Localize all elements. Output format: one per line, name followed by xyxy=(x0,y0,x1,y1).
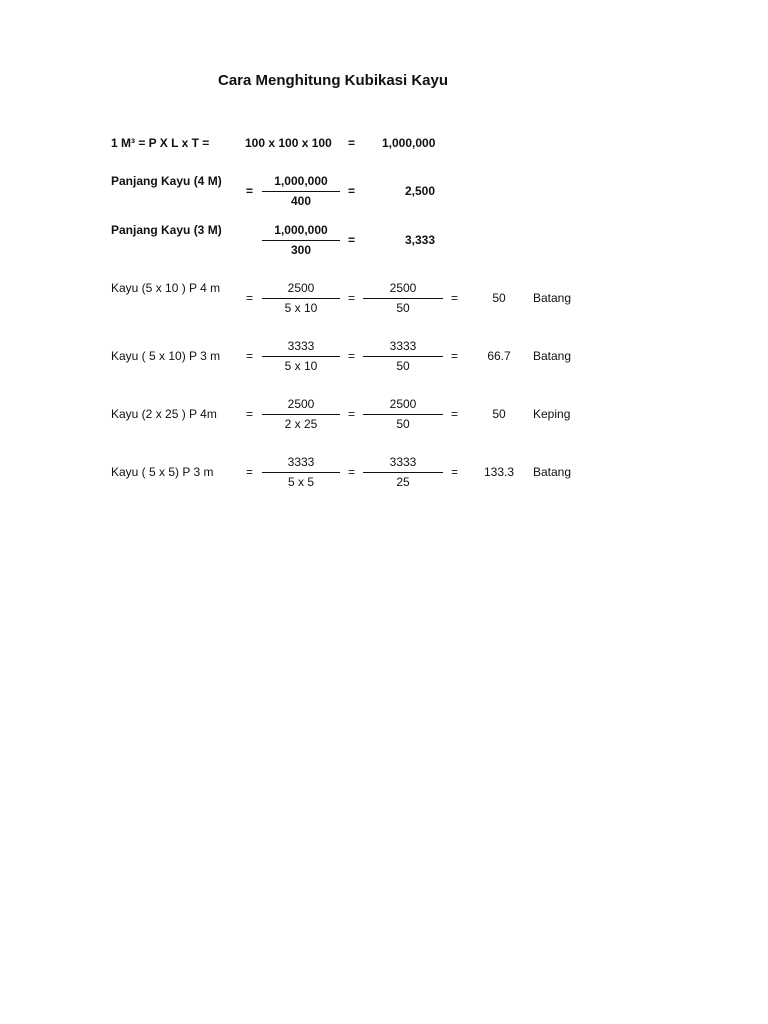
kayu-label: Kayu (5 x 10 ) P 4 m xyxy=(111,281,221,295)
fraction-bar xyxy=(363,298,443,299)
panjang-result: 3,333 xyxy=(405,233,436,247)
equals-sign: = xyxy=(348,291,356,305)
denominator: 5 x 5 xyxy=(287,475,314,489)
numerator: 3333 xyxy=(287,339,315,353)
equals-sign: = xyxy=(348,184,356,198)
denominator: 5 x 10 xyxy=(284,359,318,373)
formula-label: 1 M³ = P X L x T = xyxy=(111,136,210,150)
fraction xyxy=(262,174,340,210)
fraction xyxy=(262,223,340,259)
denominator: 50 xyxy=(396,301,410,315)
equals-sign: = xyxy=(246,407,254,421)
fraction xyxy=(363,339,443,375)
equals-sign: = xyxy=(451,465,459,479)
kayu-unit: Keping xyxy=(533,407,571,421)
fraction xyxy=(262,281,340,317)
kayu-result: 66.7 xyxy=(487,349,511,363)
kayu-result: 133.3 xyxy=(483,465,515,479)
equals-sign: = xyxy=(246,349,254,363)
fraction xyxy=(363,397,443,433)
denominator: 50 xyxy=(396,359,410,373)
denominator: 5 x 10 xyxy=(284,301,318,315)
panjang-label: Panjang Kayu (3 M) xyxy=(111,223,222,237)
numerator: 1,000,000 xyxy=(274,223,328,237)
fraction-bar xyxy=(363,414,443,415)
formula-expression: 100 x 100 x 100 xyxy=(245,136,332,150)
kayu-result: 50 xyxy=(492,291,506,305)
fraction xyxy=(262,339,340,375)
kayu-unit: Batang xyxy=(533,291,572,305)
fraction-bar xyxy=(363,472,443,473)
denominator: 50 xyxy=(396,417,410,431)
fraction-bar xyxy=(262,414,340,415)
equals-sign: = xyxy=(348,233,356,247)
kayu-result: 50 xyxy=(492,407,506,421)
kayu-unit: Batang xyxy=(533,465,572,479)
kayu-unit: Batang xyxy=(533,349,572,363)
equals-sign: = xyxy=(451,291,459,305)
fraction-bar xyxy=(262,472,340,473)
fraction xyxy=(363,281,443,317)
denominator: 400 xyxy=(290,194,312,208)
equals-sign: = xyxy=(246,465,254,479)
page-title: Cara Menghitung Kubikasi Kayu xyxy=(218,72,449,89)
numerator: 2500 xyxy=(389,281,417,295)
numerator: 3333 xyxy=(287,455,315,469)
numerator: 3333 xyxy=(389,339,417,353)
equals-sign: = xyxy=(246,184,254,198)
numerator: 2500 xyxy=(389,397,417,411)
equals-sign: = xyxy=(246,291,254,305)
numerator: 3333 xyxy=(389,455,417,469)
fraction-bar xyxy=(363,356,443,357)
denominator: 300 xyxy=(290,243,312,257)
denominator: 2 x 25 xyxy=(284,417,318,431)
numerator: 1,000,000 xyxy=(274,174,328,188)
panjang-result: 2,500 xyxy=(405,184,436,198)
fraction-bar xyxy=(262,356,340,357)
numerator: 2500 xyxy=(287,397,315,411)
equals-sign: = xyxy=(451,349,459,363)
formula-result: 1,000,000 xyxy=(382,136,436,150)
equals-sign: = xyxy=(348,407,356,421)
equals-sign: = xyxy=(348,349,356,363)
equals-sign: = xyxy=(451,407,459,421)
fraction xyxy=(262,455,340,491)
fraction-bar xyxy=(262,191,340,192)
fraction-bar xyxy=(262,298,340,299)
fraction xyxy=(363,455,443,491)
kayu-label: Kayu (2 x 25 ) P 4m xyxy=(111,407,217,421)
fraction xyxy=(262,397,340,433)
numerator: 2500 xyxy=(287,281,315,295)
equals-sign: = xyxy=(348,136,356,150)
kayu-label: Kayu ( 5 x 10) P 3 m xyxy=(111,349,221,363)
panjang-label: Panjang Kayu (4 M) xyxy=(111,174,222,188)
kayu-label: Kayu ( 5 x 5) P 3 m xyxy=(111,465,214,479)
fraction-bar xyxy=(262,240,340,241)
denominator: 25 xyxy=(396,475,410,489)
equals-sign: = xyxy=(348,465,356,479)
